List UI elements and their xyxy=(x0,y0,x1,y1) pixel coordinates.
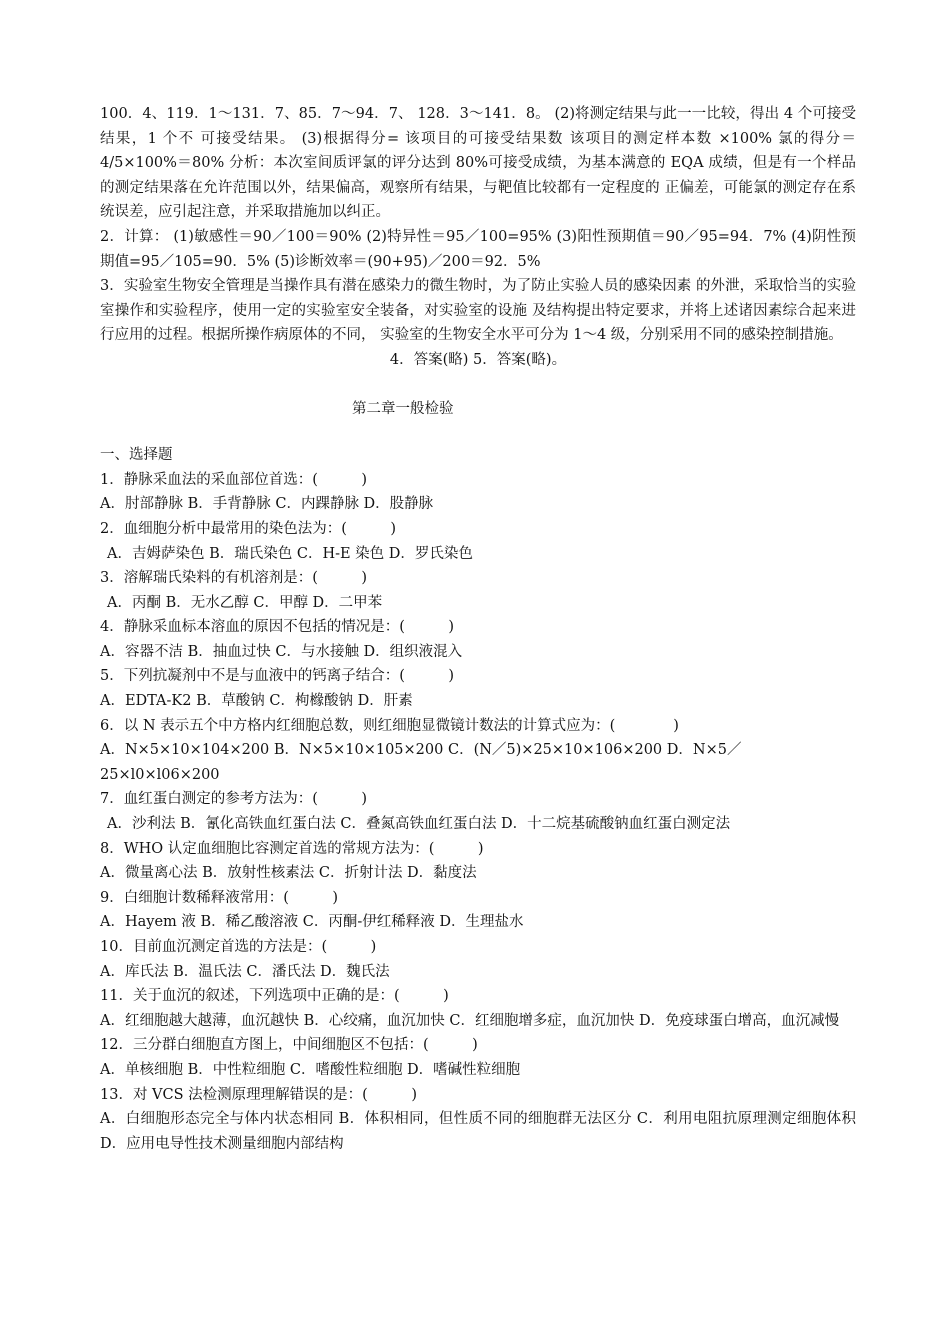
question-text: 4．静脉采血标本溶血的原因不包括的情况是：( ) xyxy=(100,619,455,636)
question-text: 11．关于血沉的叙述，下列选项中正确的是：( ) xyxy=(100,988,449,1005)
question-text: 2．血细胞分析中最常用的染色法为：( ) xyxy=(100,520,397,537)
question-options: A．微量离心法 B．放射性核素法 C．折射计法 D．黏度法 xyxy=(100,865,477,882)
question-text: 6．以 N 表示五个中方格内红细胞总数，则红细胞显微镜计数法的计算式应为：( ) xyxy=(100,717,679,734)
question-text: 9．白细胞计数稀释液常用：( ) xyxy=(100,889,339,906)
question-options: A．沙利法 B．氰化高铁血红蛋白法 C．叠氮高铁血红蛋白法 D．十二烷基硫酸钠血红蛋白测定法 xyxy=(107,816,731,833)
answer-paragraph-4: 4．答案(略) 5．答案(略)。 xyxy=(389,351,567,368)
section-title: 一、选择题 xyxy=(100,447,173,464)
question-options: A．丙酮 B．无水乙醇 C．甲醇 D．二甲苯 xyxy=(107,594,383,611)
question-text: 5．下列抗凝剂中不是与血液中的钙离子结合：( ) xyxy=(100,668,455,685)
question-text: 12．三分群白细胞直方图上，中间细胞区不包括：( ) xyxy=(100,1037,478,1054)
question-options: A．红细胞越大越薄，血沉越快 B．心绞痛，血沉加快 C．红细胞增多症，血沉加快 D．免疫球蛋白增高，血沉减慢 xyxy=(100,1012,840,1029)
question-text: 1．静脉采血法的采血部位首选：( ) xyxy=(100,471,368,488)
question-options: A．库氏法 B．温氏法 C．潘氏法 D．魏氏法 xyxy=(100,963,390,980)
answer-paragraph-2: 2．计算： (1)敏感性＝90／100＝90% (2)特异性＝95／100=95% (3)阳性预期值＝90／95=94．7% (4)阴性预期值=95／105=90．5% (5)诊断效率＝(90+95)／200＝92．5% xyxy=(100,228,856,270)
question-options: A．单核细胞 B．中性粒细胞 C．嗜酸性粒细胞 D．嗜碱性粒细胞 xyxy=(100,1061,521,1078)
document-page xyxy=(100,102,856,1156)
question-text: 7．血红蛋白测定的参考方法为：( ) xyxy=(100,791,368,808)
question-text: 3．溶解瑞氏染料的有机溶剂是：( ) xyxy=(100,570,368,587)
question-text: 13．对 VCS 法检测原理理解错误的是：( ) xyxy=(100,1086,417,1103)
question-options: A．吉姆萨染色 B．瑞氏染色 C．H-E 染色 D．罗氏染色 xyxy=(107,545,473,562)
question-options: A．Hayem 液 B．稀乙酸溶液 C．丙酮-伊红稀释液 D．生理盐水 xyxy=(100,914,524,931)
question-text: 10．目前血沉测定首选的方法是：( ) xyxy=(100,939,377,955)
question-options: A．肘部静脉 B．手背静脉 C．内踝静脉 D．股静脉 xyxy=(100,496,434,513)
question-text: 8．WHO 认定血细胞比容测定首选的常规方法为：( ) xyxy=(100,840,484,857)
answer-paragraph-1: 100．4、119．1～131．7、85．7～94．7、 128．3～141．8。 (2)将测定结果与此一一比较，得出 4 个可接受结果，1 个不 可接受结果。 (3)根据得分= 该项目的可接受结果数 该项目的测定样本数 ×100% 氯的得分＝4/5×100%＝80% 分析：本次室间质评氯的评分达到 80%可接受成绩，为基本满意的 EQA 成绩，但是有一个样品的测定结果落在允许范围以外，结果偏高，观察所有结果，与靶值比较都有一定程度的 正偏差，可能氯的测定存在系统误差，应引起注意，并采取措施加以纠正。 xyxy=(100,106,856,221)
question-options: A．容器不洁 B．抽血过快 C．与水接触 D．组织液混入 xyxy=(100,643,463,660)
question-list xyxy=(100,468,856,1157)
question-options: A．EDTA-K2 B．草酸钠 C．枸橼酸钠 D．肝素 xyxy=(100,693,413,710)
chapter-title: 第二章一般检验 xyxy=(352,400,454,417)
answer-paragraph-3: 3．实验室生物安全管理是当操作具有潜在感染力的微生物时，为了防止实验人员的感染因素 的外泄，采取恰当的实验室操作和实验程序，使用一定的实验室安全装备，对实验室的设施 及结构提出特定要求，并将上述诸因素综合起来进行应用的过程。根据所操作病原体的不同， 实验室的生物安全水平可分为 1～4 级，分别采用不同的感染控制措施。 xyxy=(100,278,856,344)
question-options: A．N×5×10×104×200 B．N×5×10×105×200 C．(N／5)×25×10×106×200 D．N×5／25×l0×l06×200 xyxy=(100,742,742,783)
question-options: A．白细胞形态完全与体内状态相同 B．体积相同，但性质不同的细胞群无法区分 C．利用电阻抗原理测定细胞体积 D．应用电导性技术测量细胞内部结构 xyxy=(100,1111,856,1152)
